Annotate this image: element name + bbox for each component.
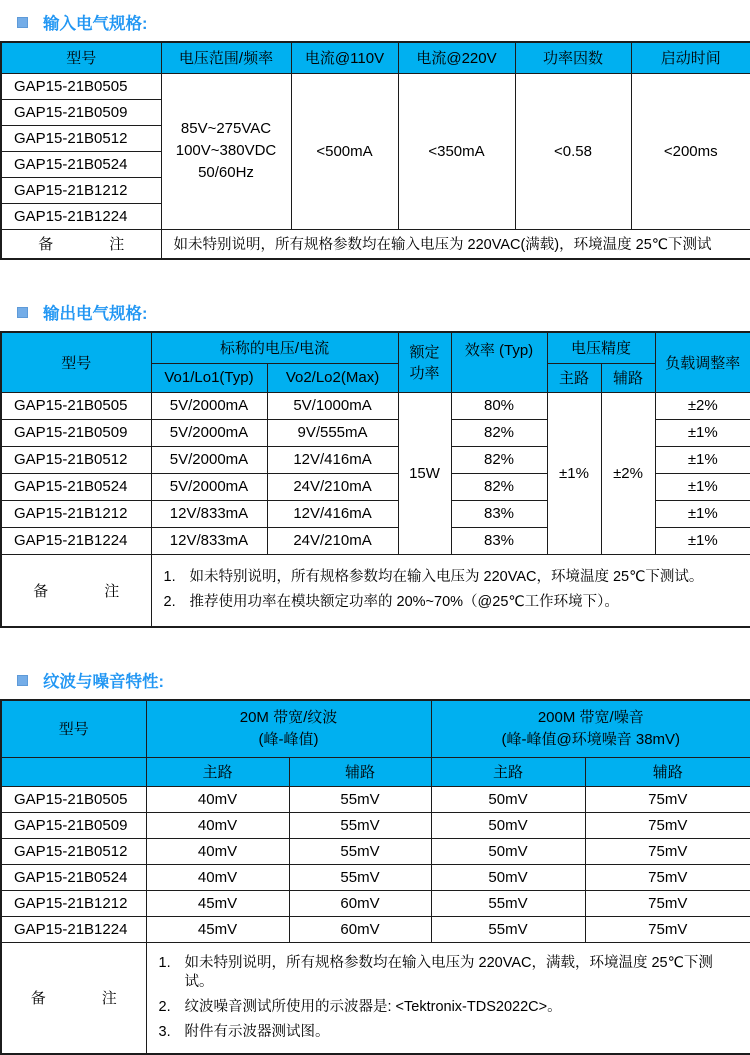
note-label-bei: 备	[30, 990, 46, 1007]
cell-noise-aux: 75mV	[585, 864, 750, 890]
section-bullet-icon	[17, 675, 28, 686]
header-main-channel: 主路	[547, 363, 601, 392]
voltage-line: 100V~380VDC	[175, 142, 277, 159]
cell-vo2: 9V/555mA	[267, 419, 398, 446]
header-aux-channel: 辅路	[601, 363, 655, 392]
cell-efficiency: 82%	[451, 446, 547, 473]
header-main-channel: 主路	[431, 757, 585, 786]
note-label-cell	[1, 942, 146, 1054]
note-number: 2.	[163, 594, 176, 611]
cell-noise-main: 50mV	[431, 838, 585, 864]
note-line	[159, 998, 741, 1017]
cell-load-regulation: ±1%	[655, 527, 750, 554]
cell-current-110v: <500mA	[291, 73, 398, 229]
cell-efficiency: 82%	[451, 419, 547, 446]
cell-model: GAP15-21B1224	[1, 203, 161, 229]
table-row	[1, 812, 750, 838]
header-row	[1, 757, 750, 786]
note-text-cell	[146, 942, 750, 1054]
cell-model: GAP15-21B0524	[1, 151, 161, 177]
cell-voltage-range	[161, 73, 291, 229]
section-title-text: 纹波与噪音特性:	[43, 673, 164, 691]
table-row	[1, 73, 750, 99]
header-voltage-range: 电压范围/频率	[161, 42, 291, 73]
note-label-cell	[1, 229, 161, 259]
table-row	[1, 786, 750, 812]
header-line: (峰-峰值)	[258, 730, 319, 748]
cell-noise-aux: 75mV	[585, 916, 750, 942]
note-label-bei: 备	[38, 236, 54, 254]
cell-ripple-main: 40mV	[146, 786, 289, 812]
voltage-line: 85V~275VAC	[180, 120, 272, 137]
header-current-110v: 电流@110V	[291, 42, 398, 73]
cell-model: GAP15-21B1212	[1, 177, 161, 203]
table-row	[1, 392, 750, 419]
section-title-text: 输出电气规格:	[43, 305, 148, 323]
note-line	[159, 954, 741, 992]
table-row	[1, 838, 750, 864]
cell-ripple-main: 40mV	[146, 838, 289, 864]
header-20m-ripple	[146, 700, 431, 757]
note-number: 2.	[158, 998, 171, 1015]
note-text: 如未特别说明，所有规格参数均在输入电压为 220VAC(满载)，环境温度 25℃下测试	[161, 229, 750, 259]
cell-efficiency: 83%	[451, 527, 547, 554]
cell-ripple-main: 45mV	[146, 916, 289, 942]
cell-model: GAP15-21B0512	[1, 125, 161, 151]
cell-startup-time: <200ms	[631, 73, 750, 229]
output-spec-table	[0, 331, 750, 628]
cell-noise-aux: 75mV	[585, 838, 750, 864]
cell-noise-aux: 75mV	[585, 786, 750, 812]
header-line: 200M 带宽/噪音	[537, 708, 644, 726]
header-200m-noise	[431, 700, 750, 757]
cell-current-220v: <350mA	[398, 73, 515, 229]
cell-model: GAP15-21B0505	[1, 73, 161, 99]
cell-main-accuracy: ±1%	[547, 392, 601, 554]
cell-vo1: 12V/833mA	[151, 527, 267, 554]
note-label-bei: 备	[33, 582, 49, 600]
cell-model: GAP15-21B0509	[1, 419, 151, 446]
table-row	[1, 890, 750, 916]
output-section-title	[0, 301, 750, 323]
cell-load-regulation: ±1%	[655, 446, 750, 473]
section-title-text: 输入电气规格:	[43, 15, 148, 33]
header-main-channel: 主路	[146, 757, 289, 786]
header-aux-channel: 辅路	[585, 757, 750, 786]
cell-noise-main: 50mV	[431, 786, 585, 812]
header-model: 型号	[1, 42, 161, 73]
cell-ripple-aux: 55mV	[289, 812, 431, 838]
cell-efficiency: 80%	[451, 392, 547, 419]
header-aux-channel: 辅路	[289, 757, 431, 786]
header-load-regulation: 负载调整率	[655, 332, 750, 392]
note-label-cell	[1, 554, 151, 627]
cell-ripple-aux: 55mV	[289, 838, 431, 864]
header-startup-time: 启动时间	[631, 42, 750, 73]
cell-model: GAP15-21B1224	[1, 527, 151, 554]
header-vo2: Vo2/Lo2(Max)	[267, 363, 398, 392]
cell-efficiency: 83%	[451, 500, 547, 527]
header-line: 20M 带宽/纹波	[239, 708, 338, 726]
note-text: 如未特别说明，所有规格参数均在输入电压为 220VAC，满载，环境温度 25℃下测试。	[184, 954, 713, 990]
input-section-title	[0, 11, 750, 33]
cell-model: GAP15-21B0512	[1, 838, 146, 864]
cell-rated-power: 15W	[398, 392, 451, 554]
cell-vo2: 12V/416mA	[267, 500, 398, 527]
cell-noise-main: 50mV	[431, 812, 585, 838]
note-label-zhu: 注	[101, 990, 117, 1007]
table-row	[1, 864, 750, 890]
cell-noise-aux: 75mV	[585, 890, 750, 916]
cell-ripple-aux: 55mV	[289, 786, 431, 812]
header-current-220v: 电流@220V	[398, 42, 515, 73]
cell-efficiency: 82%	[451, 473, 547, 500]
cell-load-regulation: ±2%	[655, 392, 750, 419]
note-text: 推荐使用功率在模块额定功率的 20%~70%（@25℃工作环境下）。	[189, 594, 619, 611]
cell-vo2: 5V/1000mA	[267, 392, 398, 419]
note-text-cell	[151, 554, 750, 627]
cell-model: GAP15-21B1212	[1, 500, 151, 527]
header-row	[1, 42, 750, 73]
ripple-section-title	[0, 669, 750, 691]
cell-power-factor: <0.58	[515, 73, 631, 229]
header-rated-power	[398, 332, 451, 392]
cell-vo1: 5V/2000mA	[151, 392, 267, 419]
cell-vo1: 12V/833mA	[151, 500, 267, 527]
cell-load-regulation: ±1%	[655, 500, 750, 527]
note-line	[164, 593, 741, 612]
cell-model: GAP15-21B0509	[1, 812, 146, 838]
cell-ripple-aux: 60mV	[289, 890, 431, 916]
cell-model: GAP15-21B0512	[1, 446, 151, 473]
note-label-zhu: 注	[109, 236, 125, 254]
rated-power-line: 额定	[409, 344, 440, 362]
cell-noise-main: 55mV	[431, 890, 585, 916]
table-row	[1, 916, 750, 942]
cell-model: GAP15-21B0505	[1, 786, 146, 812]
cell-vo2: 24V/210mA	[267, 527, 398, 554]
note-number: 1.	[163, 569, 176, 586]
note-line	[164, 568, 741, 587]
cell-load-regulation: ±1%	[655, 419, 750, 446]
header-model: 型号	[1, 700, 146, 757]
cell-model: GAP15-21B0509	[1, 99, 161, 125]
input-spec-table	[0, 41, 750, 260]
cell-load-regulation: ±1%	[655, 473, 750, 500]
cell-ripple-main: 40mV	[146, 864, 289, 890]
note-label-zhu: 注	[104, 582, 120, 600]
cell-model: GAP15-21B0524	[1, 473, 151, 500]
note-text: 纹波噪音测试所使用的示波器是: <Tektronix-TDS2022C>。	[184, 998, 562, 1015]
note-number: 3.	[158, 1023, 171, 1040]
cell-ripple-aux: 55mV	[289, 864, 431, 890]
note-text: 附件有示波器测试图。	[184, 1023, 330, 1040]
header-efficiency: 效率 (Typ)	[451, 332, 547, 392]
note-row	[1, 554, 750, 627]
cell-vo2: 12V/416mA	[267, 446, 398, 473]
header-nominal-vi: 标称的电压/电流	[151, 332, 398, 363]
header-model: 型号	[1, 332, 151, 392]
note-row	[1, 942, 750, 1054]
note-number: 1.	[158, 954, 171, 971]
header-power-factor: 功率因数	[515, 42, 631, 73]
note-line	[159, 1023, 741, 1042]
cell-ripple-main: 45mV	[146, 890, 289, 916]
header-row	[1, 332, 750, 363]
cell-ripple-main: 40mV	[146, 812, 289, 838]
cell-noise-aux: 75mV	[585, 812, 750, 838]
note-row	[1, 229, 750, 259]
header-voltage-accuracy: 电压精度	[547, 332, 655, 363]
cell-vo1: 5V/2000mA	[151, 419, 267, 446]
section-bullet-icon	[17, 307, 28, 318]
rated-power-line: 功率	[409, 365, 440, 383]
ripple-noise-table	[0, 699, 750, 1055]
header-empty-cell	[1, 757, 146, 786]
header-line: (峰-峰值@环境噪音 38mV)	[501, 730, 681, 748]
cell-vo1: 5V/2000mA	[151, 473, 267, 500]
header-vo1: Vo1/Lo1(Typ)	[151, 363, 267, 392]
voltage-line: 50/60Hz	[198, 164, 254, 181]
cell-model: GAP15-21B1224	[1, 916, 146, 942]
cell-model: GAP15-21B0505	[1, 392, 151, 419]
cell-vo2: 24V/210mA	[267, 473, 398, 500]
cell-ripple-aux: 60mV	[289, 916, 431, 942]
cell-vo1: 5V/2000mA	[151, 446, 267, 473]
header-row	[1, 700, 750, 757]
note-text: 如未特别说明，所有规格参数均在输入电压为 220VAC，环境温度 25℃下测试。	[189, 569, 704, 586]
cell-noise-main: 55mV	[431, 916, 585, 942]
cell-model: GAP15-21B1212	[1, 890, 146, 916]
cell-model: GAP15-21B0524	[1, 864, 146, 890]
cell-noise-main: 50mV	[431, 864, 585, 890]
section-bullet-icon	[17, 17, 28, 28]
cell-aux-accuracy: ±2%	[601, 392, 655, 554]
